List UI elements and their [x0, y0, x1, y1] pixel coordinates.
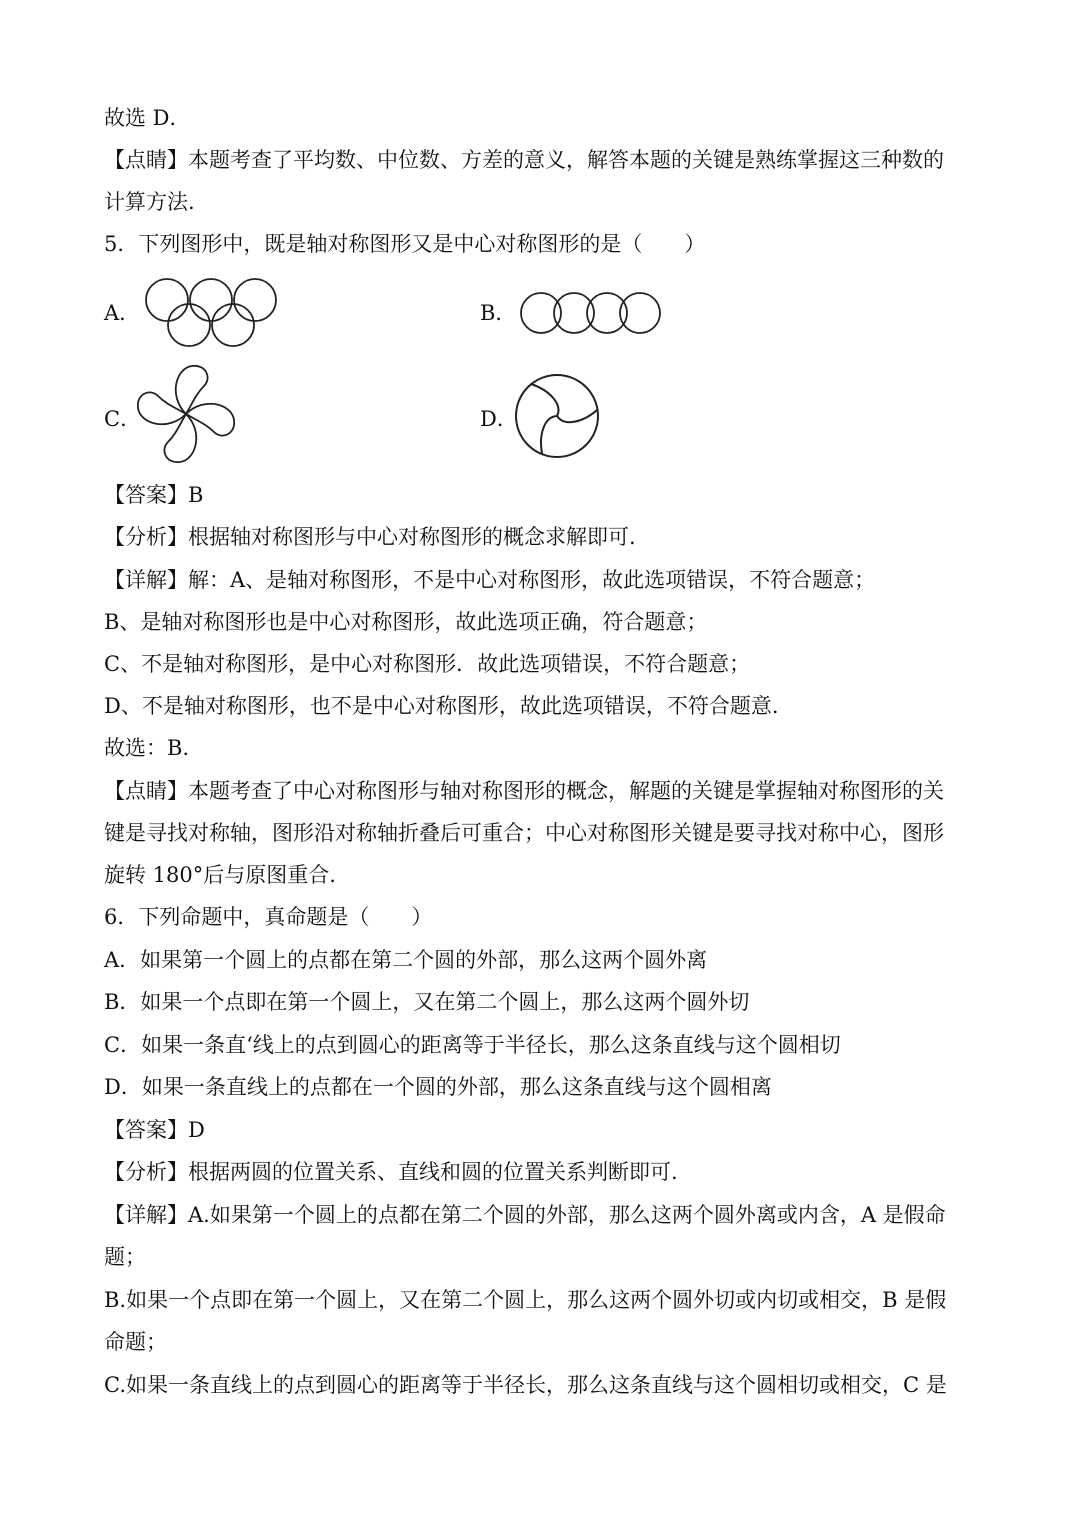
option-line: C．如果一条直‘线上的点到圆心的距离等于半径长，那么这条直线与这个圆相切 — [104, 1033, 841, 1057]
text-line: 【点睛】本题考查了平均数、中位数、方差的意义，解答本题的关键是熟练掌握这三种数的 — [104, 148, 944, 172]
text-line: 键是寻找对称轴，图形沿对称轴折叠后可重合；中心对称图形关键是要寻找对称中心，图形 — [104, 821, 944, 845]
detail-text: 【详解】解：A、是轴对称图形，不是中心对称图形，故此选项错误，不符合题意； — [104, 568, 876, 592]
question-5: 5．下列图形中，既是轴对称图形又是中心对称图形的是（ ） — [104, 232, 706, 256]
question-6: 6．下列命题中，真命题是（ ） — [104, 905, 433, 929]
option-line: B．如果一个点即在第一个圆上，又在第二个圆上，那么这两个圆外切 — [104, 990, 750, 1014]
analysis-text: 【分析】根据轴对称图形与中心对称图形的概念求解即可. — [104, 525, 636, 549]
answer-label: 【答案】D — [104, 1118, 205, 1142]
option-b-label: B． — [480, 301, 517, 325]
text-line: 计算方法. — [104, 190, 195, 214]
detail-text: 【详解】A.如果第一个圆上的点都在第二个圆的外部，那么这两个圆外离或内含，A 是假命 — [104, 1203, 946, 1227]
detail-text: 命题； — [104, 1330, 167, 1354]
five-interlocking-rings-icon — [140, 276, 290, 350]
text-line: 旋转 180°后与原图重合. — [104, 863, 336, 887]
four-chained-rings-icon — [518, 289, 664, 337]
option-c-label: C． — [104, 407, 142, 431]
text-line: 【点睛】本题考查了中心对称图形与轴对称图形的概念，解题的关键是掌握轴对称图形的关 — [104, 779, 944, 803]
detail-text: C.如果一条直线上的点到圆心的距离等于半径长，那么这条直线与这个圆相切或相交，C 是 — [104, 1373, 947, 1397]
four-petal-pinwheel-icon — [134, 362, 238, 466]
text-line: 故选：B. — [104, 736, 190, 760]
detail-text: B、是轴对称图形也是中心对称图形，故此选项正确，符合题意； — [104, 610, 708, 634]
option-line: D．如果一条直线上的点都在一个圆的外部，那么这条直线与这个圆相离 — [104, 1075, 772, 1099]
detail-text: B.如果一个点即在第一个圆上，又在第二个圆上，那么这两个圆外切或内切或相交，B 是假 — [104, 1288, 947, 1312]
text-line: 故选 D． — [104, 106, 191, 130]
analysis-text: 【分析】根据两圆的位置关系、直线和圆的位置关系判断即可. — [104, 1160, 678, 1184]
option-line: A．如果第一个圆上的点都在第二个圆的外部，那么这两个圆外离 — [104, 948, 708, 972]
detail-text: 题； — [104, 1245, 146, 1269]
detail-text: D、不是轴对称图形，也不是中心对称图形，故此选项错误，不符合题意. — [104, 694, 779, 718]
option-a-label: A． — [104, 301, 141, 325]
option-d-label: D． — [480, 407, 518, 431]
three-part-swirl-circle-icon — [513, 372, 601, 460]
answer-label: 【答案】B — [104, 483, 204, 507]
detail-text: C、不是轴对称图形，是中心对称图形．故此选项错误，不符合题意； — [104, 652, 751, 676]
